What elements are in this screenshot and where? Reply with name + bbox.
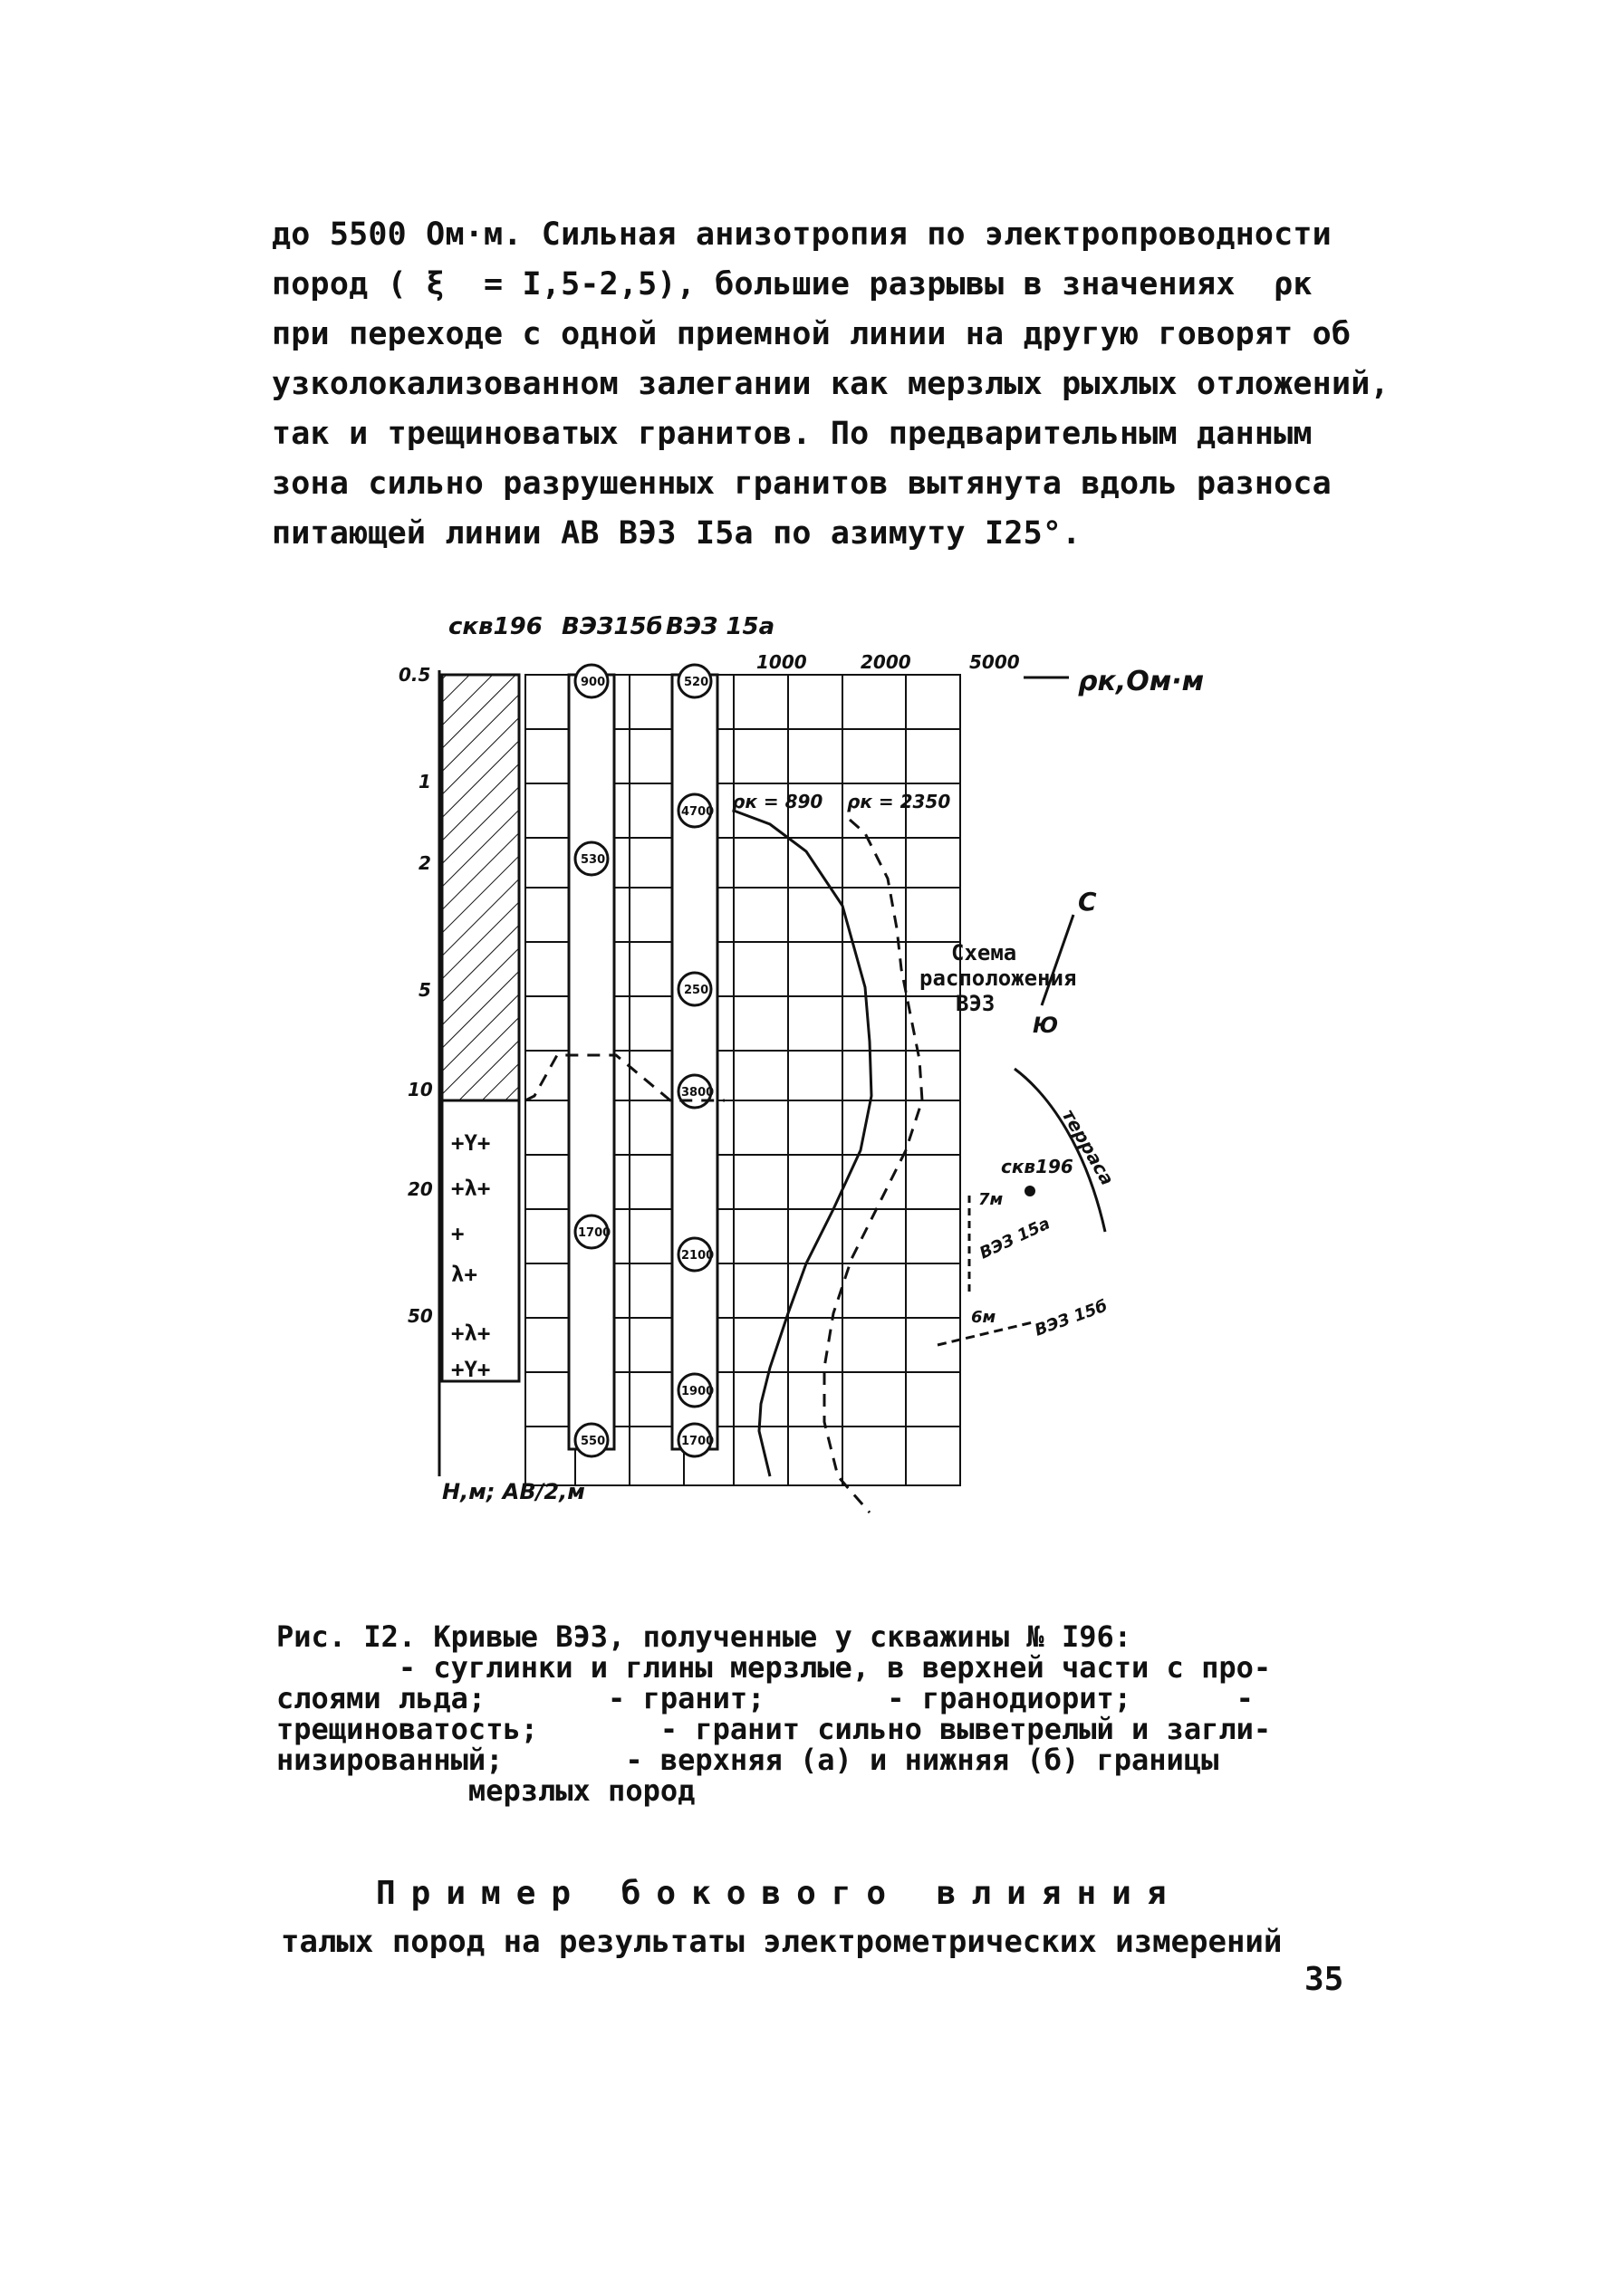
ves-b-value: 250 [684, 984, 709, 997]
north-label: С [1078, 887, 1097, 917]
depth-tick: 1 [418, 771, 431, 793]
caption-line: низированный; - верхняя (а) и нижняя (б) границы [276, 1743, 1219, 1777]
paragraph-line: так и трещиноватых гранитов. По предварительным данным [272, 416, 1313, 452]
granite-symbol: +Y+ [451, 1130, 491, 1156]
section-subheading: талых пород на результаты электрометрических измерений [281, 1924, 1283, 1960]
well-column-header: скв196 [448, 613, 543, 640]
scheme-dist: 6м [971, 1308, 996, 1327]
section-heading: Пример бокового влияния [376, 1875, 1182, 1912]
scheme-title: ВЭЗ [956, 991, 996, 1016]
figure-caption [276, 1621, 1418, 1806]
ves-a-value: 4700 [681, 805, 715, 819]
rho-tick: 2000 [861, 651, 911, 673]
caption-line: - суглинки и глины мерзлые, в верхней части с про- [276, 1650, 1272, 1685]
curve-a-label: ρк = 890 [732, 791, 823, 812]
scheme-title: расположения [919, 965, 1077, 991]
ves-figure [399, 607, 1323, 1585]
south-label: Ю [1033, 1013, 1059, 1038]
paragraph-line: при переходе с одной приемной линии на другую говорят об [272, 316, 1352, 352]
depth-tick: 50 [408, 1305, 433, 1327]
ves-b-value: 530 [581, 853, 606, 867]
terrace-label: терраса [1057, 1105, 1119, 1189]
body-paragraph [272, 210, 1413, 559]
scheme-title: Схема [951, 940, 1017, 965]
ves-a-value: 1900 [681, 1385, 715, 1398]
granite-symbol: λ+ [451, 1262, 477, 1287]
scheme-ves-a: ВЭЗ 15а [976, 1214, 1053, 1263]
ves-a-column-header: ВЭЗ 15а [666, 613, 775, 640]
caption-line: Рис. I2. Кривые ВЭЗ, полученные у скважины № I96: [276, 1619, 1132, 1654]
frozen-loam-column [442, 675, 519, 1100]
scheme-dist: 7м [978, 1190, 1004, 1209]
scheme-well-point [1025, 1186, 1035, 1196]
depth-tick: 5 [418, 979, 431, 1001]
rho-tick: 5000 [969, 651, 1020, 673]
page-number: 35 [1304, 1961, 1344, 1998]
rho-curve-b [824, 820, 922, 1513]
ves-b-value: 550 [581, 1435, 606, 1448]
ves-b-column-header: ВЭЗ15б [562, 613, 663, 640]
depth-tick: 2 [418, 852, 431, 874]
granite-symbol: + [451, 1221, 465, 1246]
ves-a-column [672, 675, 717, 1449]
paragraph-line: зона сильно разрушенных гранитов вытянута вдоль разноса [272, 466, 1332, 502]
caption-line: мерзлых пород [276, 1773, 696, 1808]
granite-symbol: +Y+ [451, 1357, 491, 1382]
bottom-axis-label: Н,м; АВ/2,м [442, 1479, 585, 1504]
rho-axis-label: ρк,Ом·м [1078, 666, 1205, 697]
ves-b-value: 3800 [681, 1086, 715, 1100]
ves-a-value: 520 [684, 676, 709, 689]
paragraph-line: пород ( ξ = I,5-2,5), большие разрывы в значениях ρк [272, 266, 1313, 303]
paragraph-line: до 5500 Ом·м. Сильная анизотропия по электропроводности [272, 216, 1332, 253]
scheme-well-label: скв196 [1001, 1156, 1073, 1177]
depth-tick: 20 [408, 1178, 433, 1200]
ves-a-value: 1700 [681, 1435, 715, 1448]
caption-line: трещиноватость; - гранит сильно выветрелый и загли- [276, 1712, 1272, 1746]
depth-tick: 0.5 [399, 664, 431, 686]
ves-figure-svg [399, 607, 1323, 1585]
curve-b-label: ρк = 2350 [847, 791, 951, 812]
rho-tick: 1000 [756, 651, 807, 673]
caption-line: слоями льда; - гранит; - гранодиорит; - [276, 1681, 1254, 1715]
depth-tick: 10 [408, 1079, 433, 1100]
ves-b-value: 1700 [578, 1226, 611, 1240]
ves-a-value: 2100 [681, 1249, 715, 1263]
granite-symbol: +λ+ [451, 1176, 491, 1201]
rho-curve-a [734, 811, 871, 1476]
granite-symbol: +λ+ [451, 1321, 491, 1346]
ves-b-value: 900 [581, 676, 606, 689]
north-arrow [1042, 915, 1073, 1005]
paragraph-line: питающей линии АВ ВЭЗ I5а по азимуту I25°. [272, 515, 1082, 552]
paragraph-line: узколокализованном залегании как мерзлых рыхлых отложений, [272, 366, 1390, 402]
scheme-ves-b: ВЭЗ 15б [1032, 1296, 1111, 1340]
ves-b-column [569, 675, 614, 1449]
